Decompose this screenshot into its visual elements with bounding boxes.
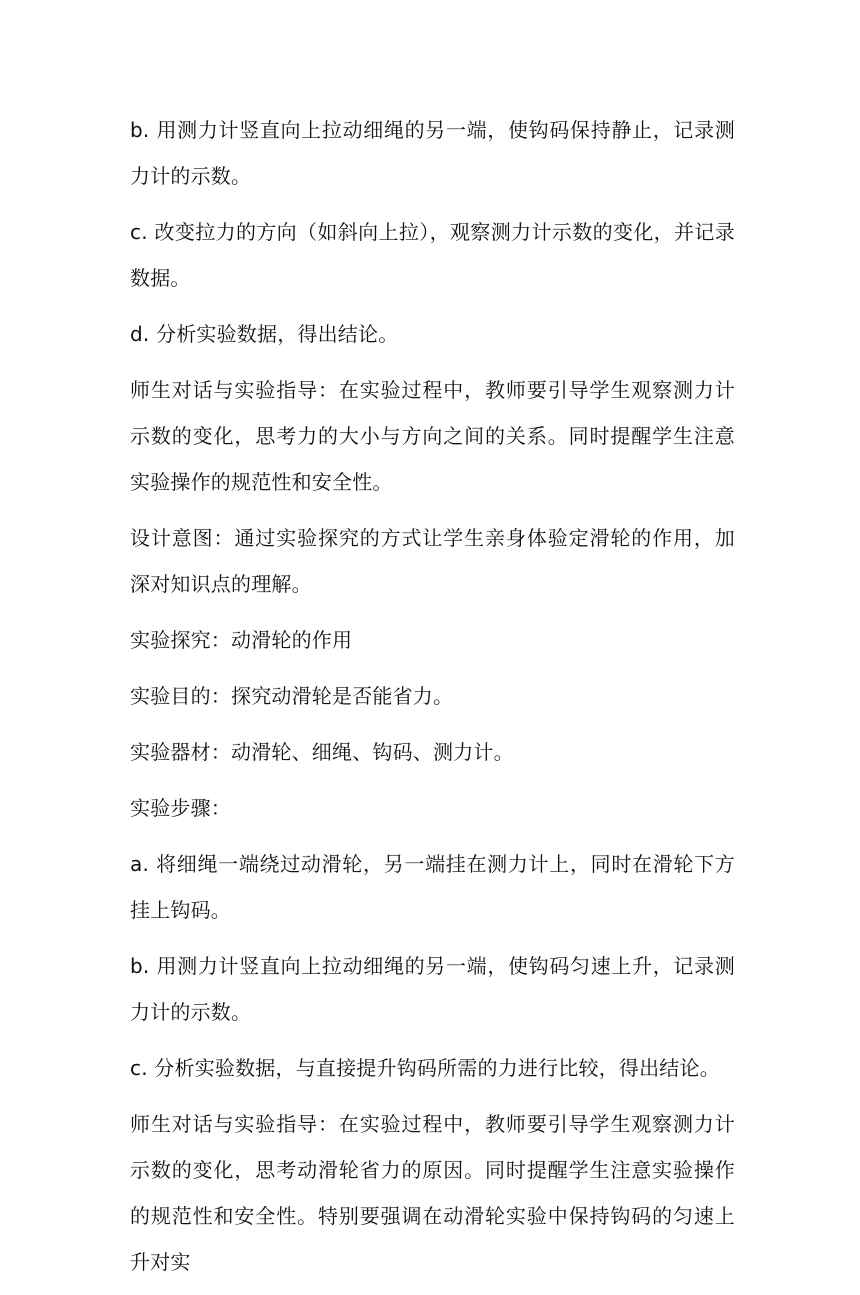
- teacher-guidance-paragraph-2: 师生对话与实验指导：在实验过程中，教师要引导学生观察测力计示数的变化，思考动滑轮省力的原因。同时提醒学生注意实验操作的规范性和安全性。特别要强调在动滑轮实验中保持钩码的匀速上升对实: [130, 1112, 735, 1274]
- step-a-paragraph: a. 将细绳一端绕过动滑轮，另一端挂在测力计上，同时在滑轮下方挂上钩码。: [130, 852, 735, 922]
- step-c-compare-paragraph: c. 分析实验数据，与直接提升钩码所需的力进行比较，得出结论。: [130, 1056, 720, 1080]
- experiment-purpose: 实验目的：探究动滑轮是否能省力。: [130, 684, 454, 708]
- step-c-direction-paragraph: c. 改变拉力的方向（如斜向上拉），观察测力计示数的变化，并记录数据。: [130, 220, 735, 290]
- step-b-uniform-paragraph: b. 用测力计竖直向上拉动细绳的另一端，使钩码匀速上升，记录测力计的示数。: [130, 954, 735, 1024]
- step-b-static-paragraph: b. 用测力计竖直向上拉动细绳的另一端，使钩码保持静止，记录测力计的示数。: [130, 118, 735, 188]
- document-body: [130, 107, 735, 1295]
- design-intent-paragraph: 设计意图：通过实验探究的方式让学生亲身体验定滑轮的作用，加深对知识点的理解。: [130, 526, 735, 596]
- step-d-analysis-paragraph: d. 分析实验数据，得出结论。: [130, 322, 399, 346]
- experiment-materials: 实验器材：动滑轮、细绳、钩码、测力计。: [130, 740, 514, 764]
- teacher-guidance-paragraph-1: 师生对话与实验指导：在实验过程中，教师要引导学生观察测力计示数的变化，思考力的大小与方向之间的关系。同时提醒学生注意实验操作的规范性和安全性。: [130, 378, 735, 494]
- experiment-steps-heading: 实验步骤：: [130, 796, 231, 820]
- experiment-title: 实验探究：动滑轮的作用: [130, 628, 353, 652]
